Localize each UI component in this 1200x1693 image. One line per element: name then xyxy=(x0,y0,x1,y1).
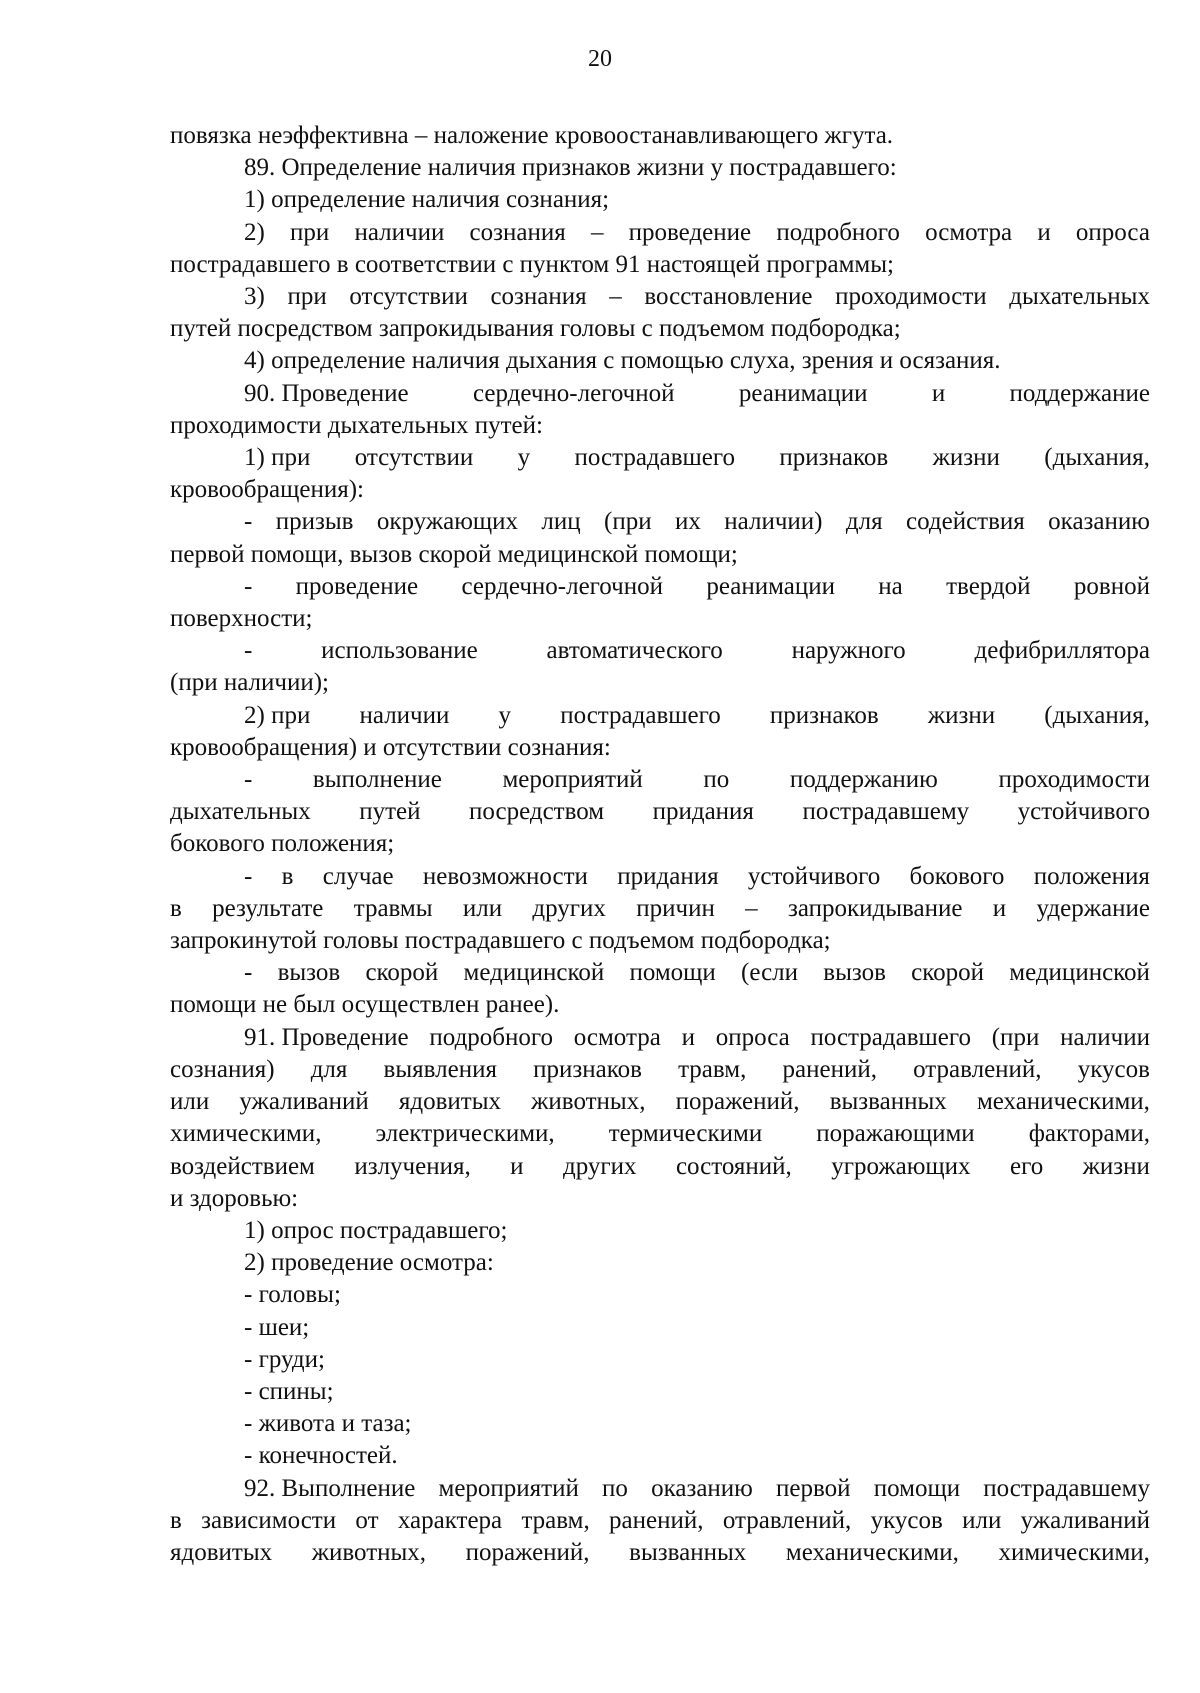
text-word: - xyxy=(244,766,253,794)
text-word: посредством xyxy=(469,798,605,826)
text-word: 2) при xyxy=(244,701,311,729)
text-word: опроса xyxy=(715,1023,790,1051)
text-word: жизни xyxy=(1082,1152,1150,1180)
text-line xyxy=(170,732,1150,764)
text-line xyxy=(170,571,1150,603)
text-word: признаков xyxy=(533,1055,642,1083)
text-line xyxy=(170,1247,1150,1279)
text-word: наличии xyxy=(354,218,445,246)
text-word: осмотра xyxy=(573,1023,661,1051)
text-word: твердой xyxy=(946,572,1031,600)
text-word: - конечностей. xyxy=(244,1442,398,1470)
page-number: 20 xyxy=(588,46,612,72)
text-word: ужаливаний xyxy=(1020,1506,1150,1534)
text-word: бокового положения; xyxy=(170,830,395,858)
text-word: механическими, xyxy=(785,1538,959,1566)
text-word: - спины; xyxy=(244,1377,334,1405)
text-word: придания xyxy=(617,862,719,890)
text-word: 91. Проведение xyxy=(244,1023,409,1051)
text-word: наличии) xyxy=(724,508,823,536)
text-word: – xyxy=(745,894,758,922)
text-word: дыхательных xyxy=(1009,283,1150,311)
text-word: результате xyxy=(212,894,324,922)
text-word: или xyxy=(962,1506,1002,1534)
text-word: для xyxy=(310,1055,348,1083)
text-line xyxy=(170,603,1150,635)
text-line xyxy=(170,1183,1150,1215)
text-word: 3) xyxy=(244,283,265,311)
text-word: признаков xyxy=(769,701,879,729)
text-word: других xyxy=(562,1152,637,1180)
text-line xyxy=(170,764,1150,796)
text-word: при xyxy=(290,218,330,246)
text-word: отсутствии xyxy=(349,283,468,311)
text-word: удержание xyxy=(1036,894,1150,922)
text-word: кровообращения) и отсутствии сознания: xyxy=(170,733,611,761)
text-word: - груди; xyxy=(244,1345,325,1373)
text-word: проходимости дыхательных путей: xyxy=(170,411,543,439)
text-line xyxy=(170,345,1150,377)
text-word: по xyxy=(703,766,730,794)
text-word: (дыхания, xyxy=(1044,444,1150,472)
text-line xyxy=(170,120,1150,152)
text-word: (если xyxy=(741,959,799,987)
text-word: травм, xyxy=(678,1055,747,1083)
text-word: выполнение xyxy=(312,766,442,794)
text-word: и здоровью: xyxy=(170,1184,299,1212)
text-word: укусов xyxy=(1077,1055,1150,1083)
text-word: - xyxy=(244,862,253,890)
text-line xyxy=(170,667,1150,699)
text-word: пострадавшего xyxy=(574,444,736,472)
text-word: восстановление xyxy=(644,283,813,311)
text-word: мероприятий xyxy=(502,766,643,794)
text-line xyxy=(170,1022,1150,1054)
text-word: пострадавшего в соответствии с пунктом 91 настоящей программы; xyxy=(170,250,894,278)
text-word: по xyxy=(602,1474,628,1502)
text-word: признаков xyxy=(779,444,889,472)
text-word: опроса xyxy=(1075,218,1150,246)
text-word: наличии xyxy=(359,701,450,729)
text-word: проходимости xyxy=(998,766,1150,794)
text-word: проходимости xyxy=(835,283,987,311)
text-word: пострадавшего xyxy=(810,1023,971,1051)
text-word: ранений, xyxy=(782,1055,877,1083)
text-word: - xyxy=(244,637,253,665)
text-word: окружающих xyxy=(376,508,519,536)
text-word: поддержанию xyxy=(789,766,938,794)
text-word: использование xyxy=(321,637,478,665)
text-word: невозможности xyxy=(422,862,588,890)
text-line xyxy=(170,1151,1150,1183)
text-word: медицинской xyxy=(463,959,605,987)
text-word: химическими, xyxy=(998,1538,1150,1566)
text-word: животных, xyxy=(531,1088,646,1116)
text-word: сознания) xyxy=(170,1055,275,1083)
text-line xyxy=(170,1408,1150,1440)
text-word: поражений, xyxy=(675,1088,800,1116)
text-word: (дыхания, xyxy=(1044,701,1150,729)
text-word: бокового xyxy=(909,862,1005,890)
text-word: дефибриллятора xyxy=(974,637,1150,665)
text-word: поражающими xyxy=(816,1120,975,1148)
text-line xyxy=(170,700,1150,732)
text-word: и xyxy=(681,1023,695,1051)
text-line xyxy=(170,861,1150,893)
text-word: электрическими, xyxy=(375,1120,555,1148)
text-word: 1) опрос пострадавшего; xyxy=(244,1216,508,1244)
text-word: запрокидывание xyxy=(787,894,963,922)
text-word: наличии xyxy=(1060,1023,1150,1051)
text-word: жизни xyxy=(927,701,996,729)
text-word: подробного xyxy=(429,1023,554,1051)
text-line xyxy=(170,1312,1150,1344)
text-word: случае xyxy=(322,862,394,890)
text-word: отсутствии xyxy=(354,444,474,472)
text-word: осмотра xyxy=(925,218,1013,246)
text-word: и xyxy=(931,379,946,407)
text-word: устойчивого xyxy=(747,862,881,890)
text-word: сердечно-легочной xyxy=(472,379,675,407)
text-word: воздействием xyxy=(170,1152,315,1180)
text-word: вызванных xyxy=(829,1088,947,1116)
text-line xyxy=(170,442,1150,474)
text-line xyxy=(170,957,1150,989)
text-word: угрожающих xyxy=(831,1152,971,1180)
text-word: и xyxy=(992,894,1007,922)
text-line xyxy=(170,249,1150,281)
text-line xyxy=(170,1473,1150,1505)
text-word: призыв xyxy=(275,508,354,536)
text-word: пострадавшему xyxy=(983,1474,1150,1502)
text-word: помощи xyxy=(873,1474,961,1502)
text-line xyxy=(170,989,1150,1021)
text-word: животных, xyxy=(311,1538,427,1566)
text-line xyxy=(170,410,1150,442)
text-word: устойчивого xyxy=(1017,798,1150,826)
text-word: их xyxy=(675,508,701,536)
text-word: оказанию xyxy=(1048,508,1150,536)
text-line xyxy=(170,184,1150,216)
text-line xyxy=(170,796,1150,828)
text-word: или xyxy=(170,1088,210,1116)
text-word: - живота и таза; xyxy=(244,1410,412,1438)
text-word: придания xyxy=(652,798,754,826)
text-word: в xyxy=(170,1506,182,1534)
text-word: положения xyxy=(1033,862,1150,890)
text-line xyxy=(170,1344,1150,1376)
text-word: вызванных xyxy=(629,1538,747,1566)
text-word: помощи xyxy=(629,959,716,987)
text-word: поверхности; xyxy=(170,605,313,633)
text-word: - xyxy=(244,508,253,536)
text-line xyxy=(170,635,1150,667)
text-word: автоматического xyxy=(546,637,723,665)
text-word: скорой xyxy=(911,959,985,987)
text-word: причин xyxy=(636,894,715,922)
text-word: ровной xyxy=(1073,572,1150,600)
text-word: жизни xyxy=(932,444,1000,472)
text-word: от xyxy=(355,1506,379,1534)
text-word: мероприятий xyxy=(438,1474,579,1502)
text-word: сердечно-легочной xyxy=(461,572,663,600)
text-line xyxy=(170,1440,1150,1472)
text-word: 4) определение наличия дыхания с помощью слуха, зрения и осязания. xyxy=(244,347,1001,375)
text-word: реанимации xyxy=(738,379,868,407)
text-word: и xyxy=(510,1152,524,1180)
text-word: 89. Определение наличия признаков жизни у пострадавшего: xyxy=(244,154,897,182)
text-word: (при xyxy=(604,508,652,536)
text-line xyxy=(170,893,1150,925)
text-word: в xyxy=(281,862,294,890)
text-line xyxy=(170,1118,1150,1150)
text-line xyxy=(170,506,1150,538)
text-line xyxy=(170,378,1150,410)
text-word: у xyxy=(498,701,512,729)
text-word: на xyxy=(878,572,903,600)
text-word: медицинской xyxy=(1009,959,1150,987)
text-word: поддержание xyxy=(1009,379,1150,407)
text-word: 1) определение наличия сознания; xyxy=(244,186,610,214)
text-word: химическими, xyxy=(170,1120,322,1148)
text-word: укусов xyxy=(870,1506,943,1534)
text-word: подробного xyxy=(776,218,900,246)
text-word: – xyxy=(590,218,604,246)
document-body xyxy=(170,120,1150,1569)
text-word: пострадавшему xyxy=(802,798,970,826)
text-word: зависимости xyxy=(201,1506,337,1534)
text-word: - xyxy=(244,959,253,987)
text-word: выявления xyxy=(383,1055,497,1083)
text-word: травм, xyxy=(521,1506,590,1534)
text-line xyxy=(170,828,1150,860)
text-word: – xyxy=(609,283,622,311)
text-word: пострадавшего xyxy=(560,701,721,729)
text-word: путей xyxy=(359,798,421,826)
text-line xyxy=(170,925,1150,957)
text-word: сознания xyxy=(469,218,566,246)
text-word: поражений, xyxy=(465,1538,590,1566)
text-line xyxy=(170,1505,1150,1537)
text-word: отравлений, xyxy=(722,1506,852,1534)
text-word: ранений, xyxy=(609,1506,704,1534)
text-word: 2) xyxy=(244,218,265,246)
text-word: наружного xyxy=(791,637,906,665)
text-line xyxy=(170,313,1150,345)
text-word: 90. Проведение xyxy=(244,379,409,407)
text-word: проведение xyxy=(628,218,752,246)
text-word: 2) проведение осмотра: xyxy=(244,1249,494,1277)
text-word: вызов xyxy=(823,959,886,987)
text-word: сознания xyxy=(490,283,587,311)
text-word: или xyxy=(462,894,503,922)
text-word: лиц xyxy=(541,508,581,536)
text-word: ядовитых xyxy=(170,1538,273,1566)
text-line xyxy=(170,1376,1150,1408)
text-line xyxy=(170,1054,1150,1086)
text-word: реанимации xyxy=(706,572,835,600)
text-word: состояний, xyxy=(675,1152,792,1180)
text-word: ядовитых xyxy=(398,1088,501,1116)
text-word: проведение xyxy=(295,572,419,600)
text-line xyxy=(170,1215,1150,1247)
text-line xyxy=(170,1086,1150,1118)
text-word: скорой xyxy=(365,959,439,987)
text-line xyxy=(170,152,1150,184)
text-word: оказанию xyxy=(651,1474,753,1502)
text-line xyxy=(170,217,1150,249)
text-line xyxy=(170,281,1150,313)
text-word: - шеи; xyxy=(244,1313,310,1341)
text-word: термическими xyxy=(608,1120,763,1148)
text-word: повязка неэффективна – наложение кровоостанавливающего жгута. xyxy=(170,122,894,149)
text-word: отравлений, xyxy=(913,1055,1042,1083)
text-word: 1) при xyxy=(244,444,311,472)
text-word: путей посредством запрокидывания головы с подъемом подбородка; xyxy=(170,315,901,343)
text-word: факторами, xyxy=(1028,1120,1150,1148)
text-word: дыхательных xyxy=(170,798,311,826)
text-word: первой xyxy=(776,1474,851,1502)
text-word: механическими, xyxy=(976,1088,1150,1116)
text-word: травмы xyxy=(353,894,433,922)
text-word: в xyxy=(170,894,182,922)
text-word: для xyxy=(845,508,883,536)
text-word: при xyxy=(287,283,327,311)
text-word: помощи не был осуществлен ранее). xyxy=(170,991,560,1019)
text-word: излучения, xyxy=(354,1152,471,1180)
text-word: - головы; xyxy=(244,1281,341,1309)
text-word: вызов xyxy=(277,959,341,987)
text-word: у xyxy=(517,444,531,472)
text-word: запрокинутой головы пострадавшего с подъемом подбородка; xyxy=(170,927,831,955)
text-word: 92. Выполнение xyxy=(244,1474,416,1502)
text-word: ужаливаний xyxy=(239,1088,369,1116)
text-line xyxy=(170,1279,1150,1311)
text-word: его xyxy=(1009,1152,1044,1180)
text-word: (при наличии); xyxy=(170,669,329,697)
text-word: кровообращения): xyxy=(170,476,364,504)
text-line xyxy=(170,539,1150,571)
text-word: первой помощи, вызов скорой медицинской помощи; xyxy=(170,540,738,568)
text-word: других xyxy=(532,894,606,922)
text-line xyxy=(170,1537,1150,1569)
text-word: - xyxy=(244,572,253,600)
text-line xyxy=(170,474,1150,506)
text-word: характера xyxy=(397,1506,503,1534)
text-word: содействия xyxy=(906,508,1025,536)
text-word: и xyxy=(1037,218,1051,246)
text-word: (при xyxy=(991,1023,1040,1051)
